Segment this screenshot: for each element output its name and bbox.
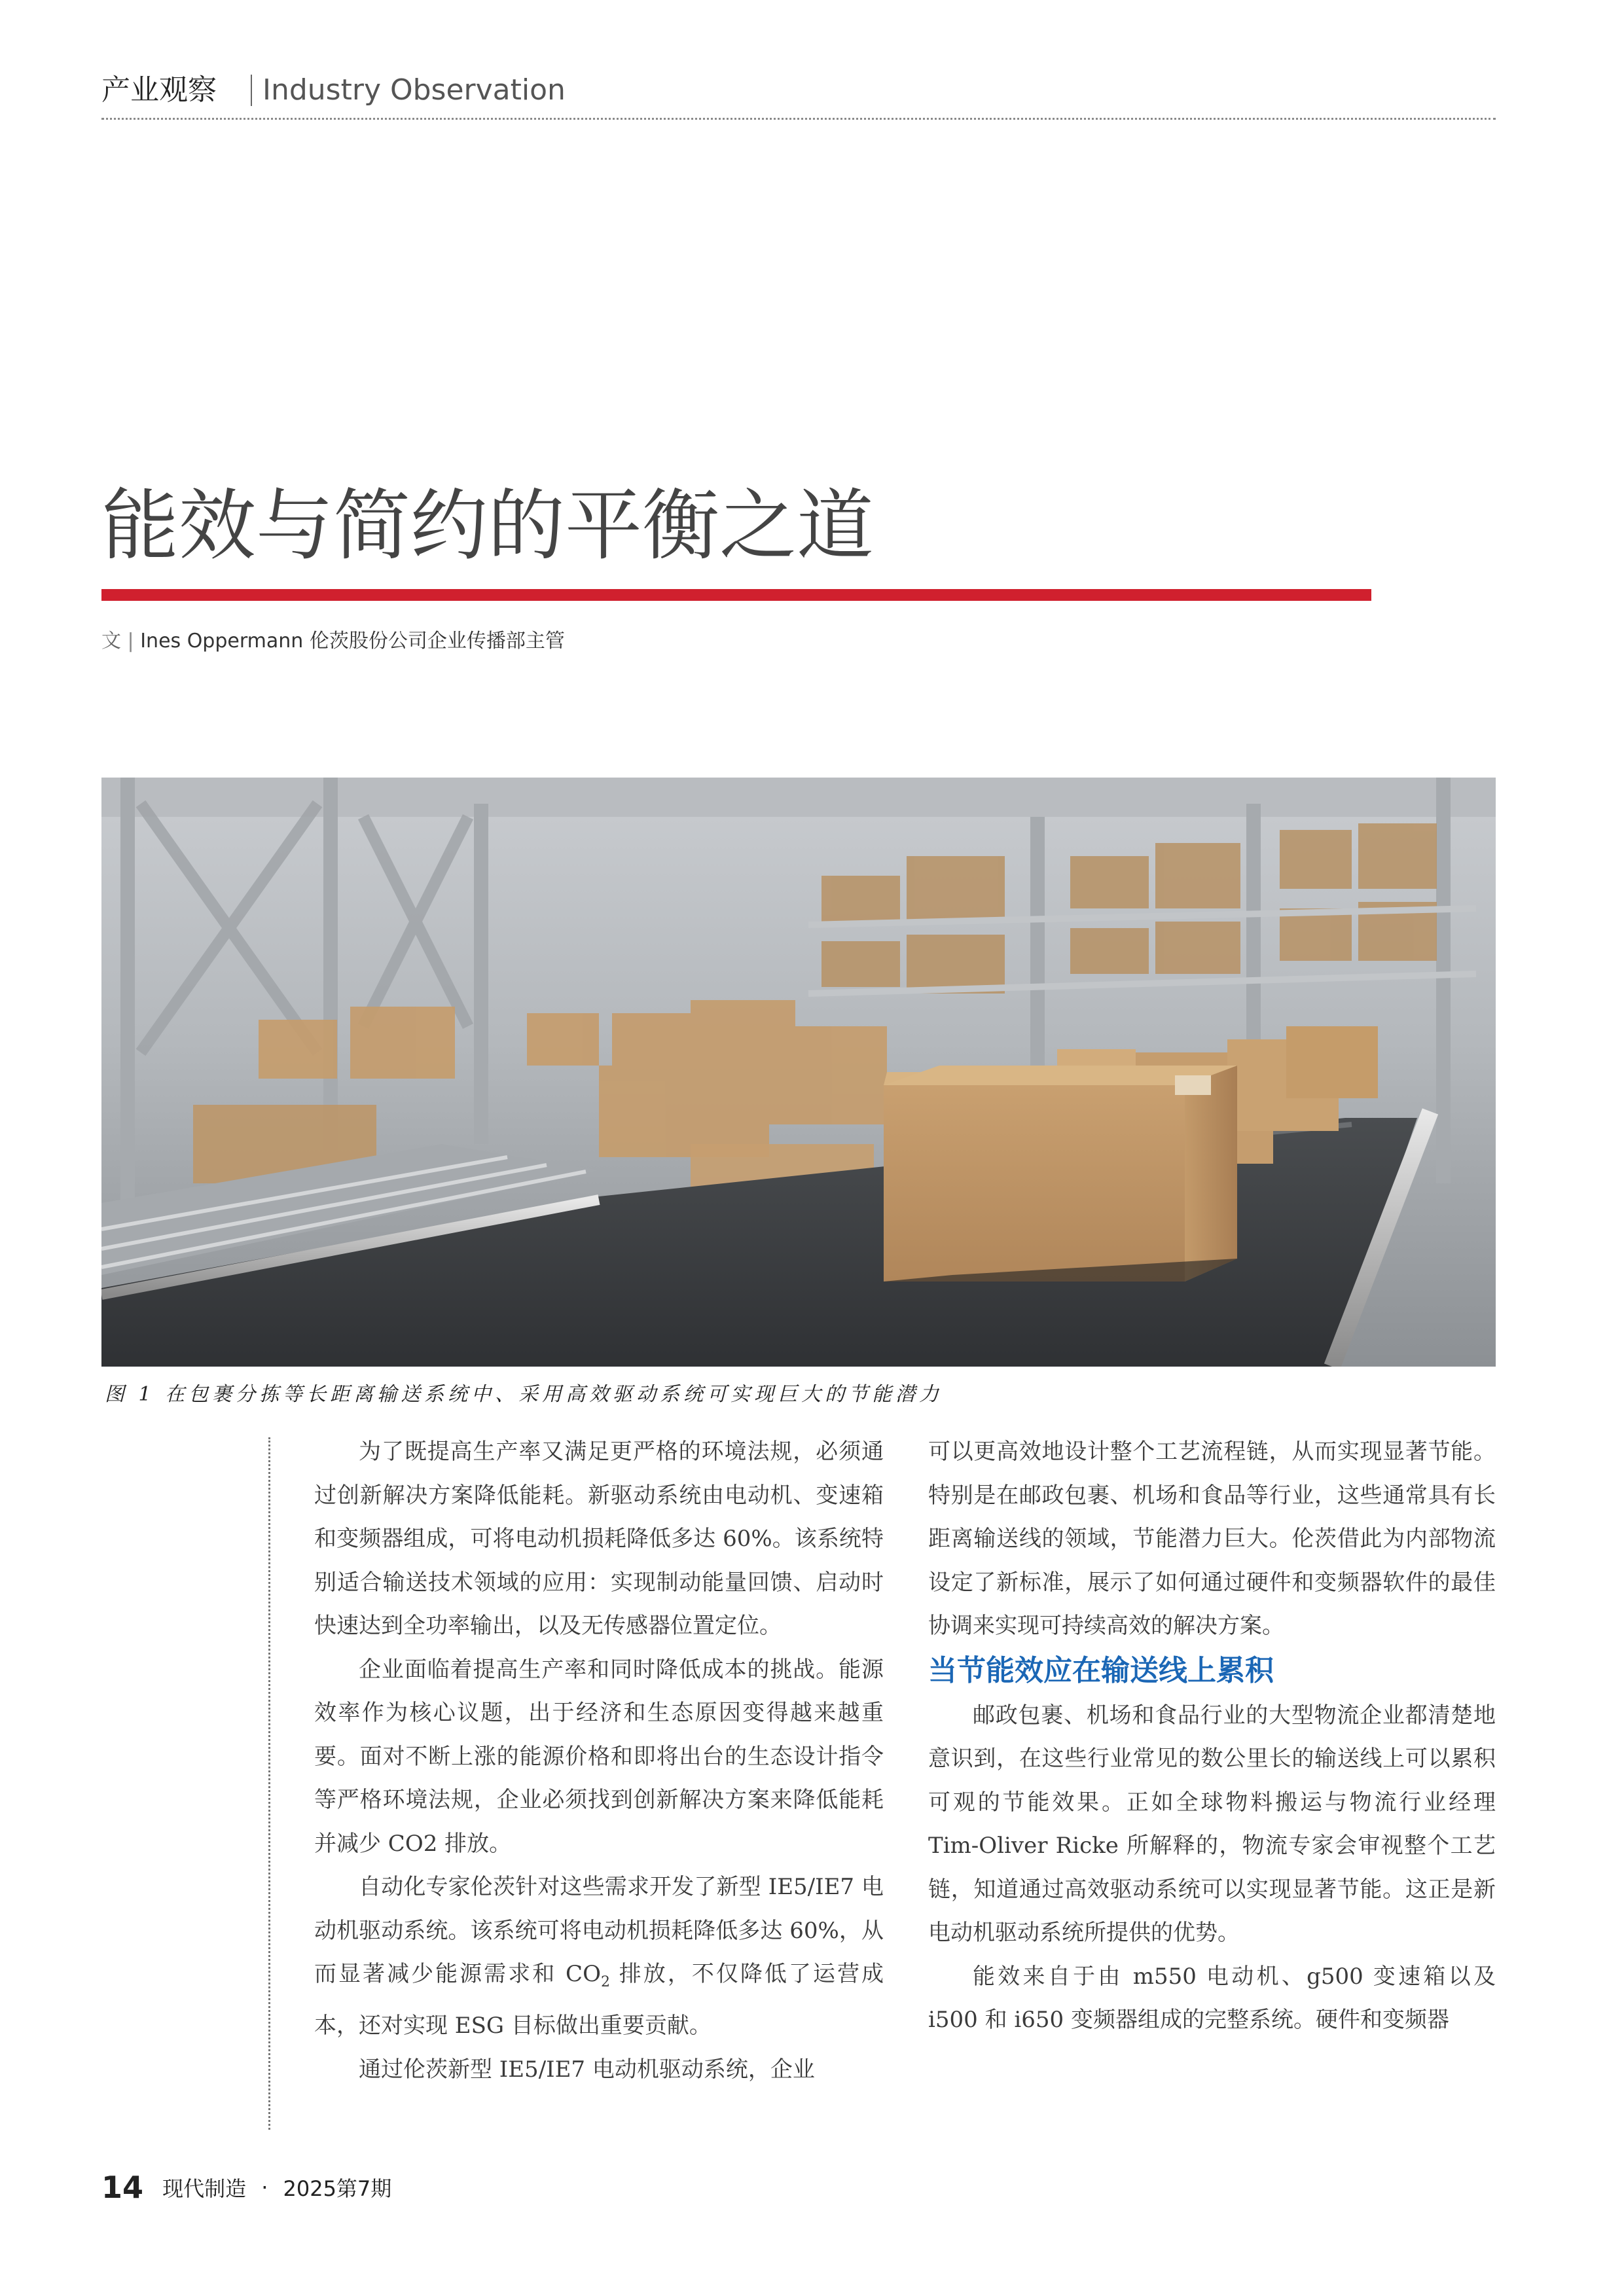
subscript: 2: [600, 1973, 610, 1990]
section-title-en: Industry Observation: [262, 73, 566, 107]
author-name: Ines Oppermann 伦茨股份公司企业传播部主管: [140, 630, 565, 653]
column-dotted-rule: [268, 1437, 270, 2130]
paragraph: 邮政包裹、机场和食品行业的大型物流企业都清楚地意识到，在这些行业常见的数公里长的输送线上可以累积可观的节能效果。正如全球物料搬运与物流行业经理 Tim-Oliver Ricke 所解释的，物流专家会审视整个工艺链，知道通过高效驱动系统可以实现显著节能。这正是新电动机驱动系统所提供的优势。: [928, 1702, 1496, 1946]
author-line: [101, 627, 565, 656]
section-subheading: 当节能效应在输送线上累积: [928, 1653, 1274, 1687]
paragraph: 能效来自于由 m550 电动机、g500 变速箱以及 i500 和 i650 变频器组成的完整系统。硬件和变频器: [928, 1963, 1496, 2033]
paragraph: 可以更高效地设计整个工艺流程链，从而实现显著节能。特别是在邮政包裹、机场和食品等行业，这些通常具有长距离输送线的领域，节能潜力巨大。伦茨借此为内部物流设定了新标准，展示了如何通过硬件和变频器软件的最佳协调来实现可持续高效的解决方案。: [928, 1439, 1496, 1639]
paragraph: 通过伦茨新型 IE5/IE7 电动机驱动系统，企业: [359, 2056, 815, 2083]
warehouse-conveyor-illustration: [101, 778, 1496, 1367]
magazine-name: 现代制造: [162, 2176, 247, 2201]
author-prefix: 文: [101, 630, 121, 653]
right-column: [928, 1430, 1496, 2042]
left-column: [314, 1430, 884, 2091]
figure-caption: 图 1 在包裹分拣等长距离输送系统中、采用高效驱动系统可实现巨大的节能潜力: [105, 1383, 943, 1406]
paragraph: [314, 1865, 884, 2048]
header-divider: [251, 75, 252, 106]
paragraph: 企业面临着提高生产率和同时降低成本的挑战。能源效率作为核心议题，出于经济和生态原因变得越来越重要。面对不断上涨的能源价格和即将出台的生态设计指令等严格环境法规，企业必须找到创新解决方案来降低能耗并减少 CO2 排放。: [314, 1656, 884, 1857]
paragraph-text: 自动化专家伦茨针对这些需求开发了新型 IE5/IE7 电动机驱动系统。该系统可将电动机损耗降低多达 60%，从而显著减少能源需求和 CO: [314, 1874, 884, 1987]
page-footer: [101, 2170, 391, 2209]
title-underline: [101, 589, 1371, 601]
page-number: 14: [101, 2170, 144, 2205]
paragraph: 为了既提高生产率又满足更严格的环境法规，必须通过创新解决方案降低能耗。新驱动系统由电动机、变速箱和变频器组成，可将电动机损耗降低多达 60%。该系统特别适合输送技术领域的应用：实现制动能量回馈、启动时快速达到全功率输出，以及无传感器位置定位。: [314, 1439, 884, 1639]
footer-separator: ·: [261, 2175, 268, 2200]
running-header: [101, 71, 1496, 120]
author-divider: |: [127, 630, 141, 653]
figure-conveyor-photo: [101, 778, 1496, 1367]
paragraph-text: 排放，不仅降低了运营成本，还对实现 ESG 目标做出重要贡献。: [314, 1961, 884, 2039]
article-title: 能效与简约的平衡之道: [101, 480, 875, 571]
section-title: 产业观察: [101, 73, 217, 107]
issue-label: 2025第7期: [283, 2176, 392, 2201]
